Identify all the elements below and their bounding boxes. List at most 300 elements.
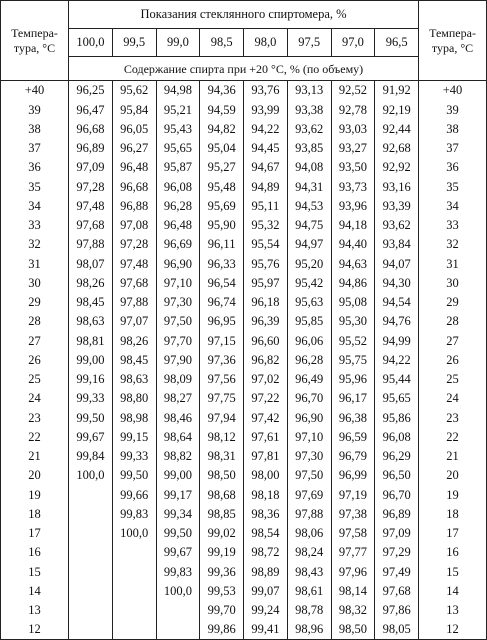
alcohol-content-cell: 97,07 [112, 312, 156, 331]
temperature-header-left [1, 1, 69, 81]
alcohol-content-cell: 98,85 [200, 505, 244, 524]
alcohol-content-cell: 97,77 [331, 543, 375, 562]
temperature-cell-right: 18 [419, 505, 487, 524]
alcohol-content-cell: 99,17 [156, 485, 200, 504]
alcohol-content-cell: 95,86 [375, 408, 419, 427]
alcohol-content-cell: 95,65 [375, 389, 419, 408]
alcohol-content-cell: 95,08 [331, 293, 375, 312]
alcohol-content-cell: 94,76 [375, 312, 419, 331]
temperature-cell-left: 18 [1, 505, 69, 524]
temperature-cell-right: 30 [419, 274, 487, 293]
alcohol-content-cell: 98,00 [244, 466, 288, 485]
alcohol-content-cell: 97,09 [69, 158, 113, 177]
meter-reading-header: 99,5 [112, 29, 156, 57]
alcohol-content-cell: 97,48 [112, 254, 156, 273]
alcohol-content-cell [112, 543, 156, 562]
alcohol-content-cell: 95,32 [244, 216, 288, 235]
temperature-cell-left: 26 [1, 351, 69, 370]
alcohol-content-cell: 98,68 [200, 485, 244, 504]
temperature-cell-left: 21 [1, 447, 69, 466]
alcohol-content-cell [69, 543, 113, 562]
alcohol-content-cell: 98,61 [287, 582, 331, 601]
alcohol-content-cell: 96,50 [375, 466, 419, 485]
alcohol-content-cell: 97,69 [287, 485, 331, 504]
alcohol-content-cell: 96,74 [200, 293, 244, 312]
alcohol-content-cell: 94,30 [375, 274, 419, 293]
table-row [1, 100, 487, 119]
alcohol-content-cell: 94,53 [287, 197, 331, 216]
temperature-cell-left: 19 [1, 485, 69, 504]
alcohol-content-cell: 97,50 [156, 312, 200, 331]
alcohol-content-cell: 99,67 [156, 543, 200, 562]
alcohol-content-cell: 98,81 [69, 331, 113, 350]
meter-reading-header: 98,5 [200, 29, 244, 57]
alcohol-content-cell: 95,54 [244, 235, 288, 254]
alcohol-content-cell: 98,24 [287, 543, 331, 562]
alcohol-content-cell: 96,38 [331, 408, 375, 427]
alcohol-content-cell: 99,84 [69, 447, 113, 466]
alcohol-content-cell: 93,84 [375, 235, 419, 254]
alcohol-content-cell: 97,90 [156, 351, 200, 370]
alcohol-content-cell: 93,03 [331, 120, 375, 139]
alcohol-content-cell: 99,00 [69, 351, 113, 370]
alcohol-content-cell: 94,97 [287, 235, 331, 254]
table-row [1, 620, 487, 640]
alcohol-content-cell: 93,27 [331, 139, 375, 158]
alcohol-content-cell: 92,52 [331, 81, 375, 101]
meter-reading-header: 98,0 [244, 29, 288, 57]
alcohol-content-cell: 93,96 [331, 197, 375, 216]
temperature-cell-right: 13 [419, 601, 487, 620]
alcohol-content-cell: 96,08 [375, 428, 419, 447]
alcohol-content-cell: 96,11 [200, 235, 244, 254]
alcohol-content-cell: 99,24 [244, 601, 288, 620]
alcohol-content-cell: 96,88 [112, 197, 156, 216]
table-row [1, 389, 487, 408]
alcohol-content-cell: 94,99 [375, 331, 419, 350]
temperature-cell-right: 35 [419, 177, 487, 196]
alcohol-content-cell: 93,16 [375, 177, 419, 196]
alcohol-content-cell: 99,67 [69, 428, 113, 447]
temperature-cell-left: 20 [1, 466, 69, 485]
temperature-cell-left: 32 [1, 235, 69, 254]
alcohol-content-cell: 95,90 [200, 216, 244, 235]
alcohol-content-cell: 98,36 [244, 505, 288, 524]
temperature-cell-right: 36 [419, 158, 487, 177]
alcohol-content-cell: 99,83 [156, 562, 200, 581]
table-row [1, 601, 487, 620]
table-row [1, 216, 487, 235]
alcohol-content-cell: 96,95 [200, 312, 244, 331]
alcohol-content-cell: 92,19 [375, 100, 419, 119]
alcohol-content-cell: 96,18 [244, 293, 288, 312]
table-row [1, 466, 487, 485]
table-row [1, 408, 487, 427]
alcohol-content-cell: 94,36 [200, 81, 244, 101]
alcohol-content-cell: 97,10 [156, 274, 200, 293]
alcohol-content-cell: 94,22 [375, 351, 419, 370]
alcohol-content-cell: 96,25 [69, 81, 113, 101]
alcohol-content-cell: 98,45 [69, 293, 113, 312]
table-row [1, 312, 487, 331]
alcohol-content-cell [69, 601, 113, 620]
alcohol-content-cell: 97,15 [200, 331, 244, 350]
alcohol-content-cell: 93,39 [375, 197, 419, 216]
table-row [1, 139, 487, 158]
alcohol-content-cell: 95,69 [200, 197, 244, 216]
alcohol-content-cell: 97,68 [375, 582, 419, 601]
alcohol-content-cell: 96,54 [200, 274, 244, 293]
alcohol-content-cell: 95,62 [112, 81, 156, 101]
meter-readings-row [1, 29, 487, 57]
table-row [1, 120, 487, 139]
alcohol-content-cell: 94,54 [375, 293, 419, 312]
alcohol-content-cell: 97,70 [156, 331, 200, 350]
alcohol-content-cell: 98,27 [156, 389, 200, 408]
alcohol-content-cell: 93,13 [287, 81, 331, 101]
alcohol-content-cell: 95,11 [244, 197, 288, 216]
alcohol-content-cell [69, 582, 113, 601]
alcohol-content-cell: 95,52 [331, 331, 375, 350]
temperature-cell-right: 31 [419, 254, 487, 273]
alcohol-content-cell: 95,85 [287, 312, 331, 331]
alcohol-content-cell: 95,63 [287, 293, 331, 312]
alcohol-content-cell: 98,12 [200, 428, 244, 447]
alcohol-content-cell: 97,88 [287, 505, 331, 524]
temperature-header-left-line1: Темпера- [11, 25, 58, 40]
temperature-cell-left: 16 [1, 543, 69, 562]
spirit-meter-header: Показания стеклянного спиртомера, % [69, 1, 419, 29]
table-row [1, 177, 487, 196]
alcohol-content-cell: 95,43 [156, 120, 200, 139]
alcohol-content-cell: 98,18 [244, 485, 288, 504]
temperature-cell-left: 28 [1, 312, 69, 331]
alcohol-content-cell [69, 524, 113, 543]
alcohol-content-cell: 94,75 [287, 216, 331, 235]
alcohol-content-cell: 98,96 [287, 620, 331, 640]
alcohol-content-cell: 93,99 [244, 100, 288, 119]
table-body [1, 81, 487, 640]
alcohol-content-cell: 98,78 [287, 601, 331, 620]
temperature-cell-left: 15 [1, 562, 69, 581]
alcohol-content-cell: 94,40 [331, 235, 375, 254]
alcohol-content-cell [156, 620, 200, 640]
temperature-cell-right: 26 [419, 351, 487, 370]
table-row [1, 351, 487, 370]
alcohol-content-cell: 98,32 [331, 601, 375, 620]
alcohol-content-cell: 96,28 [156, 197, 200, 216]
alcohol-content-cell: 96,47 [69, 100, 113, 119]
alcohol-content-cell: 93,38 [287, 100, 331, 119]
temperature-cell-left: 24 [1, 389, 69, 408]
alcohol-content-cell: 95,84 [112, 100, 156, 119]
alcohol-content-cell: 91,92 [375, 81, 419, 101]
alcohol-content-cell: 93,50 [331, 158, 375, 177]
alcohol-content-cell: 96,60 [244, 331, 288, 350]
alcohol-content-cell: 98,50 [331, 620, 375, 640]
alcohol-content-cell [69, 505, 113, 524]
alcohol-content-cell: 96,79 [331, 447, 375, 466]
table-row [1, 370, 487, 389]
alcohol-content-cell: 100,0 [112, 524, 156, 543]
table-row [1, 293, 487, 312]
alcohol-content-cell: 97,38 [331, 505, 375, 524]
alcohol-content-cell: 95,75 [331, 351, 375, 370]
alcohol-content-cell: 99,36 [200, 562, 244, 581]
temperature-cell-right: 25 [419, 370, 487, 389]
temperature-cell-left: +40 [1, 81, 69, 101]
table-row [1, 524, 487, 543]
meter-reading-header: 96,5 [375, 29, 419, 57]
alcohol-content-cell: 97,58 [331, 524, 375, 543]
alcohol-content-cell: 97,68 [69, 216, 113, 235]
alcohol-content-cell: 99,15 [112, 428, 156, 447]
table-row [1, 254, 487, 273]
alcohol-content-cell: 98,14 [331, 582, 375, 601]
table-row [1, 543, 487, 562]
alcohol-content-cell: 95,96 [331, 370, 375, 389]
alcohol-content-cell: 95,30 [331, 312, 375, 331]
temperature-header-right-line2: тура, °С [431, 40, 474, 55]
table-row [1, 485, 487, 504]
alcohol-content-cell: 97,81 [244, 447, 288, 466]
alcohol-content-cell: 98,50 [200, 466, 244, 485]
alcohol-content-cell: 95,44 [375, 370, 419, 389]
alcohol-content-cell: 98,07 [69, 254, 113, 273]
temperature-header-right-line1: Темпера- [429, 25, 476, 40]
alcohol-content-cell: 95,65 [156, 139, 200, 158]
alcohol-content-cell: 94,22 [244, 120, 288, 139]
temperature-cell-right: 20 [419, 466, 487, 485]
alcohol-content-cell [156, 601, 200, 620]
alcohol-content-cell: 98,26 [112, 331, 156, 350]
temperature-cell-right: 15 [419, 562, 487, 581]
table-row [1, 274, 487, 293]
alcohol-content-cell: 95,97 [244, 274, 288, 293]
alcohol-content-cell: 93,62 [287, 120, 331, 139]
temperature-cell-left: 35 [1, 177, 69, 196]
alcohol-content-cell: 97,88 [112, 293, 156, 312]
alcohol-content-cell: 98,46 [156, 408, 200, 427]
alcohol-content-cell: 99,19 [200, 543, 244, 562]
alcohol-content-cell: 93,62 [375, 216, 419, 235]
alcohol-content-cell: 97,75 [200, 389, 244, 408]
alcohol-content-cell: 94,31 [287, 177, 331, 196]
alcohol-content-cell: 98,45 [112, 351, 156, 370]
alcohol-content-cell: 98,05 [375, 620, 419, 640]
alcohol-content-cell: 93,76 [244, 81, 288, 101]
alcohol-content-cell: 97,19 [331, 485, 375, 504]
table-row [1, 428, 487, 447]
alcohol-content-cell: 92,92 [375, 158, 419, 177]
alcohol-content-cell: 97,30 [287, 447, 331, 466]
alcohol-content-cell: 97,50 [287, 466, 331, 485]
alcohol-content-cell: 94,07 [375, 254, 419, 273]
temperature-cell-right: 33 [419, 216, 487, 235]
alcohol-content-cell: 99,83 [112, 505, 156, 524]
alcohol-content-cell: 98,72 [244, 543, 288, 562]
table-row [1, 158, 487, 177]
alcohol-content-cell: 97,08 [112, 216, 156, 235]
alcohol-content-cell: 99,41 [244, 620, 288, 640]
temperature-cell-left: 25 [1, 370, 69, 389]
alcohol-content-cell: 98,26 [69, 274, 113, 293]
alcohol-content-cell: 96,70 [375, 485, 419, 504]
alcohol-content-cell [112, 582, 156, 601]
alcohol-content-cell: 98,82 [156, 447, 200, 466]
alcohol-content-cell: 97,61 [244, 428, 288, 447]
temperature-cell-left: 31 [1, 254, 69, 273]
alcohol-content-cell: 99,50 [156, 524, 200, 543]
alcohol-content-cell: 99,07 [244, 582, 288, 601]
alcohol-content-cell: 92,68 [375, 139, 419, 158]
meter-reading-header: 97,5 [287, 29, 331, 57]
alcohol-content-cell: 96,08 [156, 177, 200, 196]
alcohol-content-cell: 94,45 [244, 139, 288, 158]
temperature-cell-left: 17 [1, 524, 69, 543]
alcohol-content-cell: 98,43 [287, 562, 331, 581]
alcohol-content-cell: 95,21 [156, 100, 200, 119]
alcohol-content-cell: 99,16 [69, 370, 113, 389]
alcohol-content-cell: 97,68 [112, 274, 156, 293]
table-row [1, 505, 487, 524]
alcohol-content-cell: 96,48 [112, 158, 156, 177]
alcohol-content-cell: 98,89 [244, 562, 288, 581]
alcohol-content-cell: 95,04 [200, 139, 244, 158]
alcohol-content-cell [112, 620, 156, 640]
meter-reading-header: 99,0 [156, 29, 200, 57]
alcohol-content-cell: 94,18 [331, 216, 375, 235]
alcohol-content-cell: 96,68 [112, 177, 156, 196]
temperature-cell-left: 23 [1, 408, 69, 427]
temperature-cell-right: 23 [419, 408, 487, 427]
alcohol-content-cell: 96,90 [156, 254, 200, 273]
alcohol-content-cell: 100,0 [156, 582, 200, 601]
alcohol-content-cell: 94,63 [331, 254, 375, 273]
alcohol-content-cell: 95,48 [200, 177, 244, 196]
temperature-cell-right: 14 [419, 582, 487, 601]
alcohol-content-cell: 99,53 [200, 582, 244, 601]
temperature-cell-left: 29 [1, 293, 69, 312]
alcohol-content-cell: 97,29 [375, 543, 419, 562]
alcohol-content-cell: 95,87 [156, 158, 200, 177]
alcohol-content-cell: 94,86 [331, 274, 375, 293]
alcohol-content-cell: 97,30 [156, 293, 200, 312]
alcohol-content-cell: 98,64 [156, 428, 200, 447]
alcohol-content-cell: 98,31 [200, 447, 244, 466]
alcohol-content-cell: 94,89 [244, 177, 288, 196]
alcohol-content-cell: 97,28 [69, 177, 113, 196]
alcohol-content-cell: 93,73 [331, 177, 375, 196]
alcohol-content-cell: 96,99 [331, 466, 375, 485]
alcohol-content-cell: 97,96 [331, 562, 375, 581]
alcohol-content-cell: 99,00 [156, 466, 200, 485]
temperature-cell-right: +40 [419, 81, 487, 101]
alcohol-content-cell: 96,69 [156, 235, 200, 254]
meter-reading-header: 100,0 [69, 29, 113, 57]
temperature-cell-right: 27 [419, 331, 487, 350]
alcohol-content-cell [69, 485, 113, 504]
temperature-cell-left: 12 [1, 620, 69, 640]
temperature-cell-right: 21 [419, 447, 487, 466]
temperature-cell-right: 29 [419, 293, 487, 312]
alcohol-content-cell: 98,63 [112, 370, 156, 389]
alcohol-content-cell: 97,10 [287, 428, 331, 447]
alcohol-content-cell: 95,76 [244, 254, 288, 273]
alcohol-content-cell: 96,48 [156, 216, 200, 235]
alcohol-content-cell: 97,49 [375, 562, 419, 581]
temperature-cell-left: 38 [1, 120, 69, 139]
temperature-cell-right: 24 [419, 389, 487, 408]
alcohol-content-cell [112, 562, 156, 581]
alcohol-content-cell: 98,54 [244, 524, 288, 543]
temperature-cell-left: 36 [1, 158, 69, 177]
temperature-header-right [419, 1, 487, 81]
alcohol-content-cell: 96,49 [287, 370, 331, 389]
alcohol-content-cell: 97,94 [200, 408, 244, 427]
table-row [1, 81, 487, 101]
alcohol-content-cell: 99,33 [69, 389, 113, 408]
table-row [1, 562, 487, 581]
temperature-cell-left: 30 [1, 274, 69, 293]
alcohol-content-cell: 94,08 [287, 158, 331, 177]
temperature-cell-right: 16 [419, 543, 487, 562]
alcohol-content-cell [112, 601, 156, 620]
alcohol-content-cell [69, 620, 113, 640]
alcohol-content-cell: 97,36 [200, 351, 244, 370]
alcohol-content-cell: 99,02 [200, 524, 244, 543]
alcohol-content-cell: 96,59 [331, 428, 375, 447]
meter-reading-header: 97,0 [331, 29, 375, 57]
alcohol-content-cell: 97,42 [244, 408, 288, 427]
alcohol-content-cell: 96,89 [69, 139, 113, 158]
alcohol-content-cell: 95,20 [287, 254, 331, 273]
temperature-cell-left: 22 [1, 428, 69, 447]
alcohol-content-cell: 99,34 [156, 505, 200, 524]
temperature-cell-right: 19 [419, 485, 487, 504]
alcohol-content-cell: 97,02 [244, 370, 288, 389]
alcohol-content-cell: 98,06 [287, 524, 331, 543]
table-row [1, 235, 487, 254]
alcohol-content-cell: 99,50 [69, 408, 113, 427]
temperature-cell-right: 37 [419, 139, 487, 158]
alcohol-content-cell: 96,39 [244, 312, 288, 331]
alcohol-content-cell: 98,09 [156, 370, 200, 389]
alcohol-content-cell: 96,70 [287, 389, 331, 408]
alcohol-content-cell: 96,05 [112, 120, 156, 139]
alcohol-content-cell: 94,98 [156, 81, 200, 101]
alcohol-content-cell: 96,06 [287, 331, 331, 350]
alcohol-content-cell: 96,82 [244, 351, 288, 370]
table-header [1, 1, 487, 81]
alcohol-content-cell: 96,29 [375, 447, 419, 466]
content-header: Содержание спирта при +20 °С, % (по объему) [69, 57, 419, 81]
alcohol-content-cell: 97,48 [69, 197, 113, 216]
alcohol-content-cell: 93,85 [287, 139, 331, 158]
alcohol-content-cell: 97,86 [375, 601, 419, 620]
table-row [1, 582, 487, 601]
table-row [1, 197, 487, 216]
alcohol-content-cell: 99,33 [112, 447, 156, 466]
alcohol-content-cell: 97,28 [112, 235, 156, 254]
temperature-header-left-line2: тура, °С [13, 40, 56, 55]
temperature-cell-right: 32 [419, 235, 487, 254]
temperature-cell-right: 28 [419, 312, 487, 331]
alcohol-content-cell: 98,80 [112, 389, 156, 408]
temperature-cell-left: 13 [1, 601, 69, 620]
temperature-cell-left: 34 [1, 197, 69, 216]
alcohol-content-cell: 99,66 [112, 485, 156, 504]
